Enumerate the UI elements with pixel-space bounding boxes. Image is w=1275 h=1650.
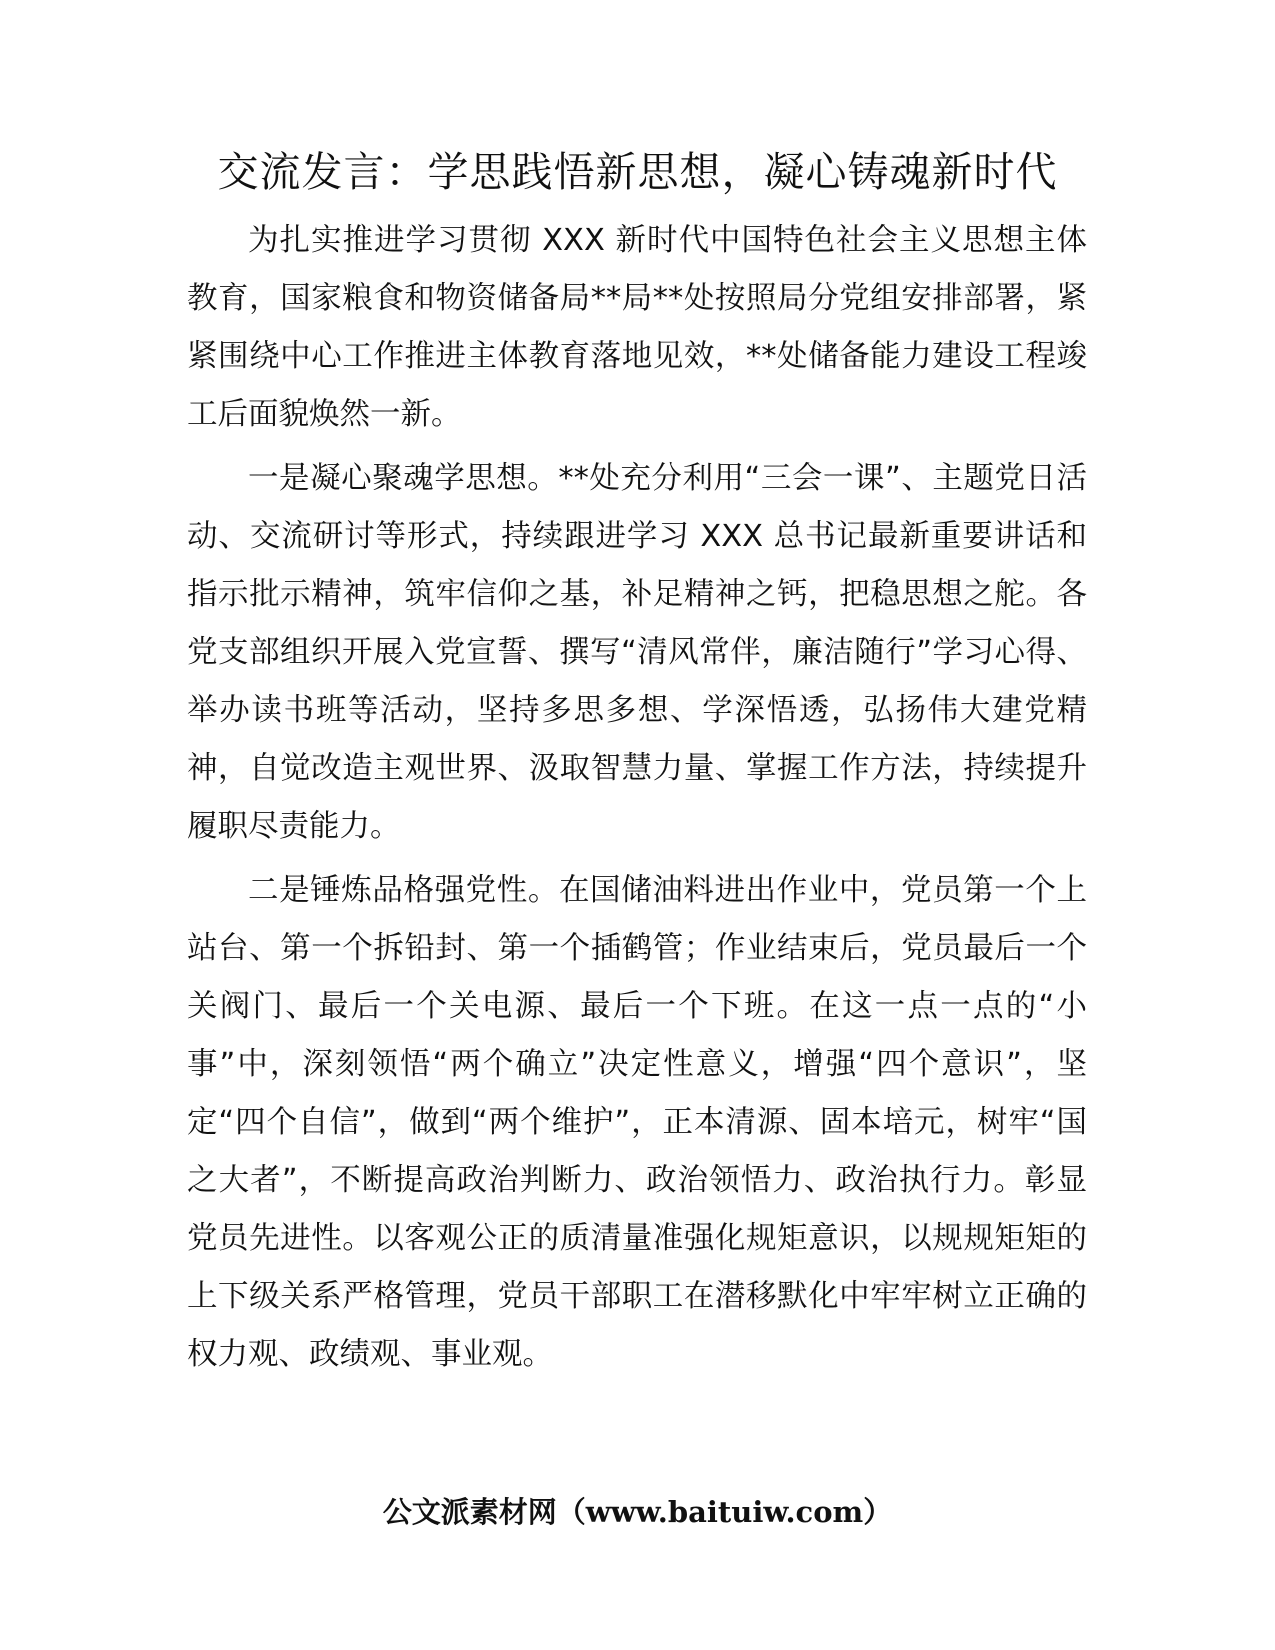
document-body [187, 212, 1087, 1389]
paragraph-study-thought: 一是凝心聚魂学思想。**处充分利用“三会一课”、主题党日活动、交流研讨等形式，持续跟进学习 XXX 总书记最新重要讲话和指示批示精神，筑牢信仰之基，补足精神之钙，把稳思想之舵。各党支部组织开展入党宣誓、撰写“清风常伴，廉洁随行”学习心得、举办读书班等活动，坚持多思多想、学深悟透，弘扬伟大建党精神，自觉改造主观世界、汲取智慧力量、掌握工作方法，持续提升履职尽责能力。 [187, 461, 1087, 844]
paragraph-party-spirit: 二是锤炼品格强党性。在国储油料进出作业中，党员第一个上站台、第一个拆铅封、第一个插鹤管；作业结束后，党员最后一个关阀门、最后一个关电源、最后一个下班。在这一点一点的“小事”中，深刻领悟“两个确立”决定性意义，增强“四个意识”，坚定“四个自信”，做到“两个维护”，正本清源、固本培元，树牢“国之大者”，不断提高政治判断力、政治领悟力、政治执行力。彰显党员先进性。以客观公正的质清量准强化规矩意识，以规规矩矩的上下级关系严格管理，党员干部职工在潜移默化中牢牢树立正确的权力观、政绩观、事业观。 [187, 873, 1087, 1372]
document-title: 交流发言：学思践悟新思想，凝心铸魂新时代 [217, 148, 1058, 196]
footer-watermark: 公文派素材网（www.baituiw.com） [382, 1495, 893, 1529]
paragraph-intro: 为扎实推进学习贯彻 XXX 新时代中国特色社会主义思想主体教育，国家粮食和物资储备局**局**处按照局分党组安排部署，紧紧围绕中心工作推进主体教育落地见效，**处储备能力建设工程竣工后面貌焕然一新。 [187, 223, 1087, 432]
